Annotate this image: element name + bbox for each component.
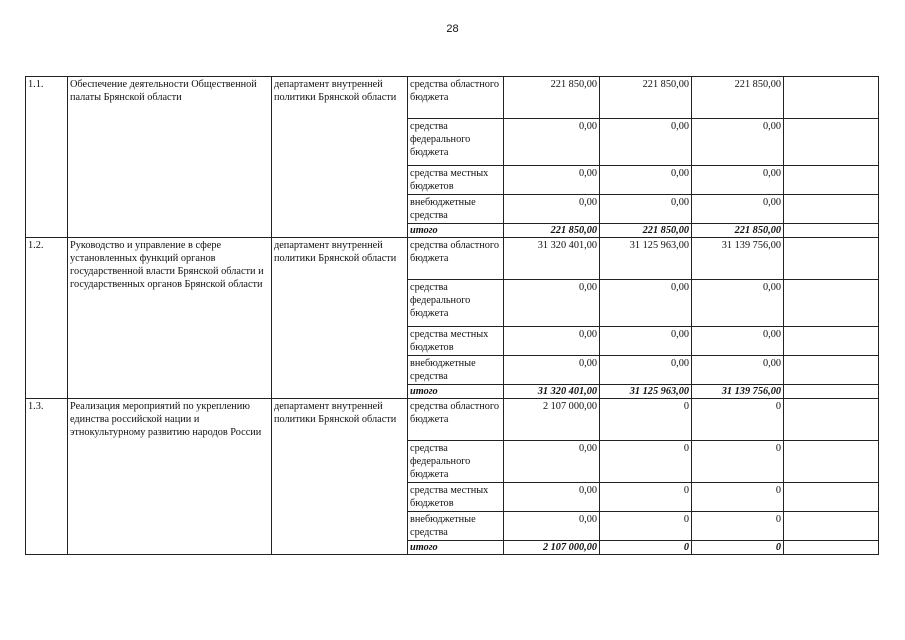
amount-year-1: 0,00: [504, 195, 600, 224]
funding-source: средства местных бюджетов: [408, 166, 504, 195]
amount-year-2: 0: [600, 541, 692, 555]
measure-name: Руководство и управление в сфере установленных функций органов государственной власти Брянской области и государственных органов Брянской области: [68, 238, 272, 399]
table-body: [26, 77, 879, 555]
empty-cell: [784, 356, 879, 385]
amount-year-1: 0,00: [504, 483, 600, 512]
empty-cell: [784, 224, 879, 238]
amount-year-2: 0,00: [600, 280, 692, 327]
executor-name: департамент внутренней политики Брянской области: [272, 238, 408, 399]
amount-year-1: 221 850,00: [504, 77, 600, 119]
amount-year-1: 221 850,00: [504, 224, 600, 238]
empty-cell: [784, 77, 879, 119]
amount-year-2: 221 850,00: [600, 224, 692, 238]
amount-year-1: 0,00: [504, 327, 600, 356]
amount-year-2: 0,00: [600, 166, 692, 195]
row-number: 1.1.: [26, 77, 68, 238]
empty-cell: [784, 327, 879, 356]
amount-year-1: 0,00: [504, 119, 600, 166]
amount-year-1: 2 107 000,00: [504, 399, 600, 441]
funding-source: средства федерального бюджета: [408, 280, 504, 327]
empty-cell: [784, 441, 879, 483]
amount-year-3: 0: [692, 512, 784, 541]
funding-source: средства федерального бюджета: [408, 441, 504, 483]
amount-year-3: 221 850,00: [692, 224, 784, 238]
amount-year-2: 0,00: [600, 195, 692, 224]
table-row: [26, 238, 879, 280]
amount-year-1: 31 320 401,00: [504, 238, 600, 280]
empty-cell: [784, 512, 879, 541]
amount-year-1: 0,00: [504, 441, 600, 483]
empty-cell: [784, 483, 879, 512]
amount-year-3: 221 850,00: [692, 77, 784, 119]
amount-year-2: 221 850,00: [600, 77, 692, 119]
empty-cell: [784, 385, 879, 399]
amount-year-1: 0,00: [504, 166, 600, 195]
amount-year-2: 0: [600, 399, 692, 441]
executor-name: департамент внутренней политики Брянской области: [272, 399, 408, 555]
amount-year-2: 31 125 963,00: [600, 385, 692, 399]
amount-year-2: 31 125 963,00: [600, 238, 692, 280]
funding-source: средства областного бюджета: [408, 77, 504, 119]
funding-source: средства областного бюджета: [408, 238, 504, 280]
funding-source: средства федерального бюджета: [408, 119, 504, 166]
amount-year-1: 31 320 401,00: [504, 385, 600, 399]
amount-year-2: 0: [600, 441, 692, 483]
measure-name: Реализация мероприятий по укреплению единства российской нации и этнокультурному развитию народов России: [68, 399, 272, 555]
funding-source: итого: [408, 224, 504, 238]
empty-cell: [784, 195, 879, 224]
amount-year-1: 0,00: [504, 512, 600, 541]
page-number: 28: [446, 23, 459, 35]
empty-cell: [784, 280, 879, 327]
empty-cell: [784, 399, 879, 441]
amount-year-2: 0,00: [600, 356, 692, 385]
amount-year-3: 0,00: [692, 280, 784, 327]
amount-year-3: 31 139 756,00: [692, 385, 784, 399]
funding-source: итого: [408, 541, 504, 555]
empty-cell: [784, 119, 879, 166]
funding-source: средства местных бюджетов: [408, 327, 504, 356]
amount-year-2: 0,00: [600, 327, 692, 356]
empty-cell: [784, 541, 879, 555]
amount-year-1: 2 107 000,00: [504, 541, 600, 555]
amount-year-3: 0,00: [692, 166, 784, 195]
amount-year-3: 0: [692, 399, 784, 441]
amount-year-3: 0: [692, 541, 784, 555]
row-number: 1.3.: [26, 399, 68, 555]
amount-year-3: 31 139 756,00: [692, 238, 784, 280]
amount-year-2: 0,00: [600, 119, 692, 166]
amount-year-3: 0,00: [692, 327, 784, 356]
funding-source: внебюджетные средства: [408, 512, 504, 541]
row-number: 1.2.: [26, 238, 68, 399]
amount-year-1: 0,00: [504, 280, 600, 327]
measure-name: Обеспечение деятельности Общественной палаты Брянской области: [68, 77, 272, 238]
funding-source: внебюджетные средства: [408, 356, 504, 385]
amount-year-3: 0: [692, 483, 784, 512]
amount-year-1: 0,00: [504, 356, 600, 385]
amount-year-3: 0,00: [692, 356, 784, 385]
empty-cell: [784, 166, 879, 195]
funding-source: итого: [408, 385, 504, 399]
funding-source: средства местных бюджетов: [408, 483, 504, 512]
amount-year-2: 0: [600, 483, 692, 512]
empty-cell: [784, 238, 879, 280]
funding-source: средства областного бюджета: [408, 399, 504, 441]
funding-source: внебюджетные средства: [408, 195, 504, 224]
amount-year-2: 0: [600, 512, 692, 541]
amount-year-3: 0,00: [692, 195, 784, 224]
table-row: [26, 77, 879, 119]
amount-year-3: 0,00: [692, 119, 784, 166]
amount-year-3: 0: [692, 441, 784, 483]
budget-table: [25, 76, 879, 555]
table-row: [26, 399, 879, 441]
executor-name: департамент внутренней политики Брянской области: [272, 77, 408, 238]
